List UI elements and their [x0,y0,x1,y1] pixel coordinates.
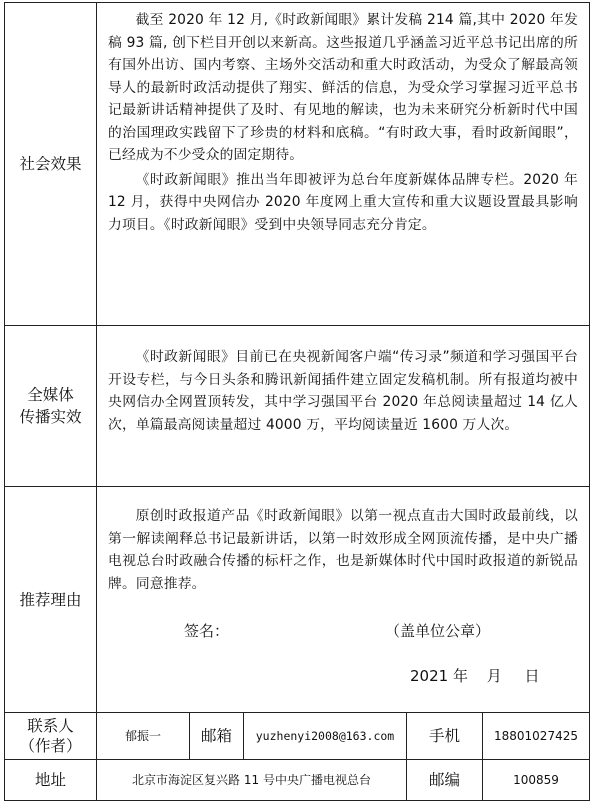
recommendation-content [108,505,578,605]
email-label-text: 邮箱 [200,727,232,745]
media-effect-label [5,326,96,486]
date-year: 2021 年 [410,667,468,685]
table-bottom-border [4,800,590,801]
social-effect-paragraph-1: 截至 2020 年 12 月,《时政新闻眼》累计发稿 214 篇,其中 2020 年发稿 93 篇, 创下栏目开创以来新高。这些报道几乎涵盖习近平总书记出席的所有国外出访、国内考察、主场外交活动和重大时政活动，为受众了解最高领导人的最新时政活动提供了翔实、鲜活的信息，为受众学习掌握习近平总书记最新讲话精神提供了及时、有见地的解读，也为未来研究分析新时代中国的治国理政实践留下了珍贵的材料和底稿。“有时政大事，看时政新闻眼”，已经成为不少受众的固定期待。 [108,12,578,163]
contact-label [5,713,96,759]
signature-label: 签名： [184,622,230,640]
postcode-value-text: 100859 [513,773,559,787]
seal-label: （盖单位公章） [385,622,491,640]
phone-label [407,713,482,759]
address-label [5,760,96,800]
address-label-text: 地址 [34,771,66,789]
postcode-label [407,760,482,800]
date-day: 日 [524,667,540,685]
date-line [410,665,540,686]
contact-name [97,713,189,759]
media-effect-content [108,346,578,476]
email-value [244,713,406,759]
address-value-text: 北京市海淀区复兴路 11 号中央广播电视总台 [132,773,371,787]
address-value [97,760,406,800]
phone-value [483,713,589,759]
recommendation-label-text: 推荐理由 [19,590,82,609]
media-effect-label-line2: 传播实效 [19,408,82,426]
social-effect-paragraph-2: 《时政新闻眼》推出当年即被评为总台年度新媒体品牌专栏。2020 年 12 月，获得中央网信办 2020 年度网上重大宣传和重大议题设置最具影响力项目。《时政新闻眼》受到中央领导同志充分肯定。 [108,171,578,233]
date-month: 月 [486,667,502,685]
social-effect-content [108,9,578,321]
recommendation-paragraph: 原创时政报道产品《时政新闻眼》以第一视点直击大国时政最前线，以第一解读阐释总书记最新讲话，以第一时效形成全网顶流传播，是中央广播电视总台时政融合传播的标杆之作，也是新媒体时代中国时政报道的新锐品牌。同意推荐。 [108,508,578,592]
table-right-border [589,2,590,801]
recommendation-label [5,487,96,712]
phone-value-text: 18801027425 [494,729,578,743]
phone-label-text: 手机 [428,727,460,745]
label-column-divider [96,2,97,801]
media-effect-paragraph: 《时政新闻眼》目前已在央视新闻客户端“传习录”频道和学习强国平台开设专栏，与今日头条和腾讯新闻插件建立固定发稿机制。所有报道均被中央网信办全网置顶转发，其中学习强国平台 2020 年总阅读量超过 14 亿人次，单篇最高阅读量超过 4000 万，平均阅读量近 1600 万人次。 [108,349,578,433]
contact-label-line2: （作者） [19,737,82,755]
contact-name-value: 郁振一 [124,729,161,743]
contact-label-line1: 联系人 [27,717,74,735]
postcode-value [483,760,589,800]
postcode-label-text: 邮编 [428,771,460,789]
media-effect-label-line1: 全媒体 [27,386,74,404]
social-effect-label [5,3,96,325]
email-value-text: yuzhenyi2008@163.com [255,729,395,743]
email-label [190,713,243,759]
social-effect-label-text: 社会效果 [19,155,82,173]
